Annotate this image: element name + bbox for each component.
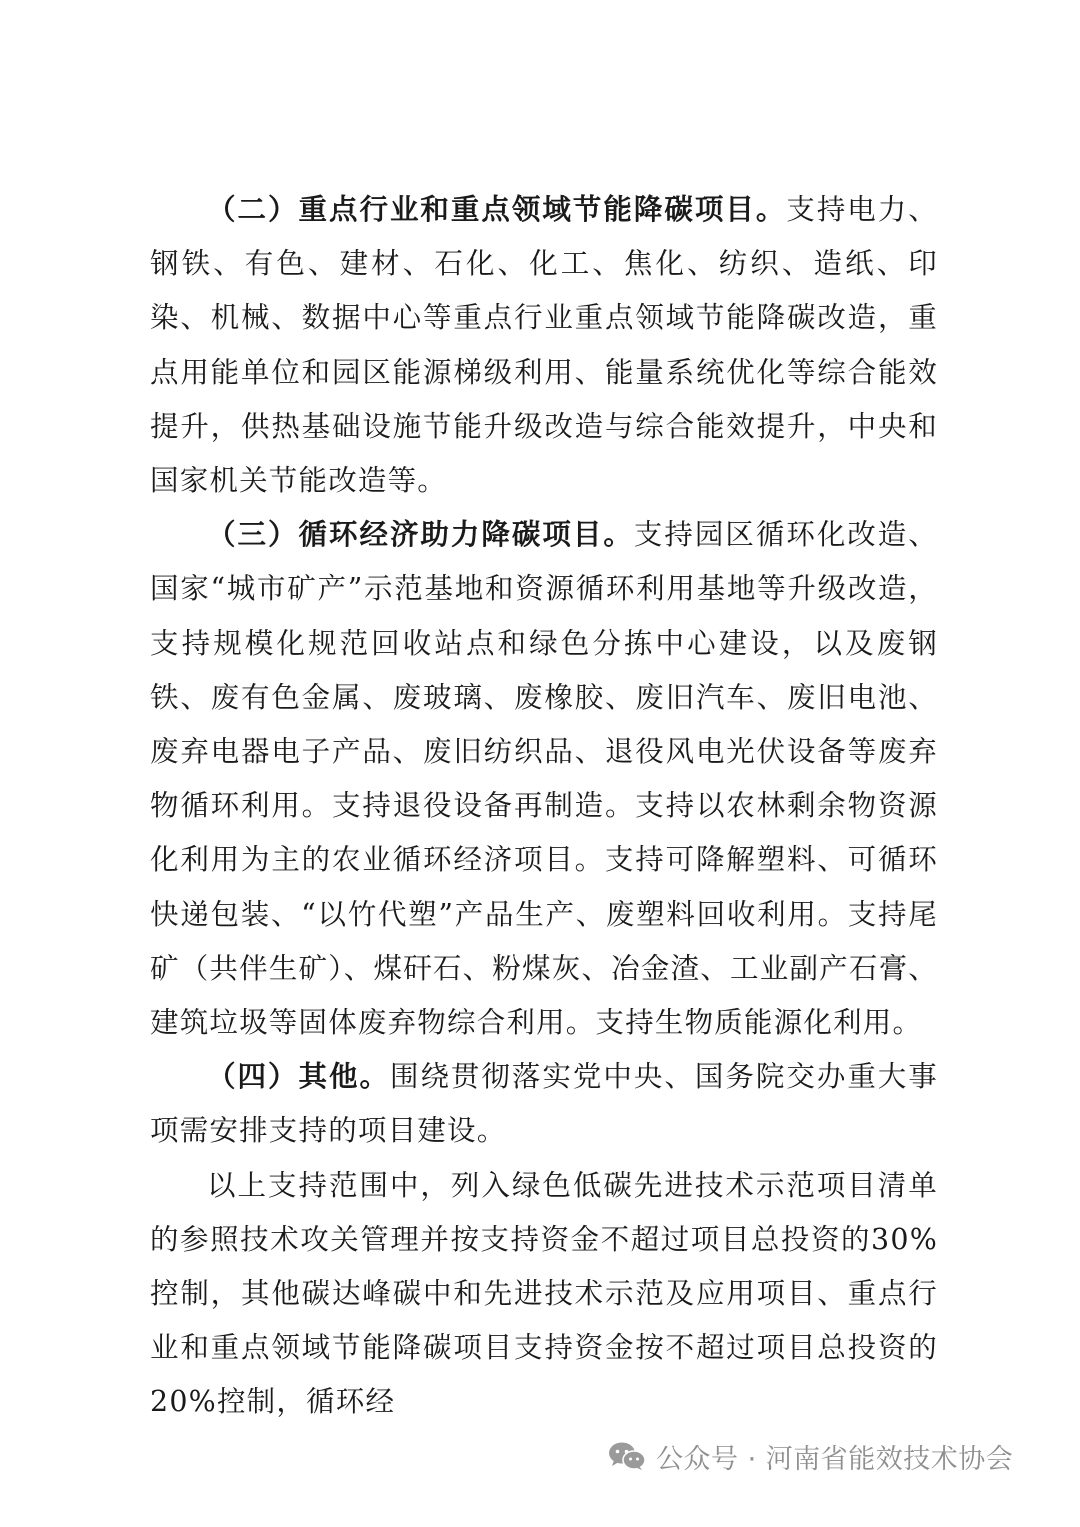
section-text-2: 支持电力、钢铁、有色、建材、石化、化工、焦化、纺织、造纸、印染、机械、数据中心等重点行业重点领域节能降碳改造，重点用能单位和园区能源梯级利用、能量系统优化等综合能效提升，供热基础设施节能升级改造与综合能效提升，中央和国家机关节能改造等。 bbox=[150, 193, 938, 498]
paragraph-other bbox=[150, 1050, 938, 1158]
section-heading-2: （二）重点行业和重点领域节能降碳项目。 bbox=[207, 193, 787, 226]
section-text-4: 围绕贯彻落实党中央、国务院交办重大事项需安排支持的项目建设。 bbox=[150, 1060, 938, 1148]
wechat-icon bbox=[608, 1441, 646, 1471]
paragraph-key-industries bbox=[150, 183, 938, 508]
paragraph-funding-summary bbox=[150, 1159, 938, 1430]
document-body bbox=[150, 183, 938, 1430]
paragraph-circular-economy bbox=[150, 508, 938, 1050]
section-heading-3: （三）循环经济助力降碳项目。 bbox=[207, 518, 634, 552]
section-text-3: 支持园区循环化改造、国家“城市矿产”示范基地和资源循环利用基地等升级改造，支持规模化规范回收站点和绿色分拣中心建设，以及废钢铁、废有色金属、废玻璃、废橡胶、废旧汽车、废旧电池、废弃电器电子产品、废旧纺织品、退役风电光伏设备等废弃物循环利用。支持退役设备再制造。支持以农林剩余物资源化利用为主的农业循环经济项目。支持可降解塑料、可循环快递包装、“以竹代塑”产品生产、废塑料回收利用。支持尾矿（共伴生矿）、煤矸石、粉煤灰、冶金渣、工业副产石膏、建筑垃圾等固体废弃物综合利用。支持生物质能源化利用。 bbox=[150, 518, 938, 1040]
section-heading-4: （四）其他。 bbox=[207, 1060, 390, 1094]
section-text-summary: 以上支持范围中，列入绿色低碳先进技术示范项目清单的参照技术攻关管理并按支持资金不超过项目总投资的30%控制，其他碳达峰碳中和先进技术示范及应用项目、重点行业和重点领域节能降碳项目支持资金按不超过项目总投资的20%控制，循环经 bbox=[150, 1168, 938, 1419]
watermark-text: 公众号 · 河南省能效技术协会 bbox=[656, 1443, 1014, 1475]
wechat-watermark bbox=[608, 1436, 1013, 1476]
